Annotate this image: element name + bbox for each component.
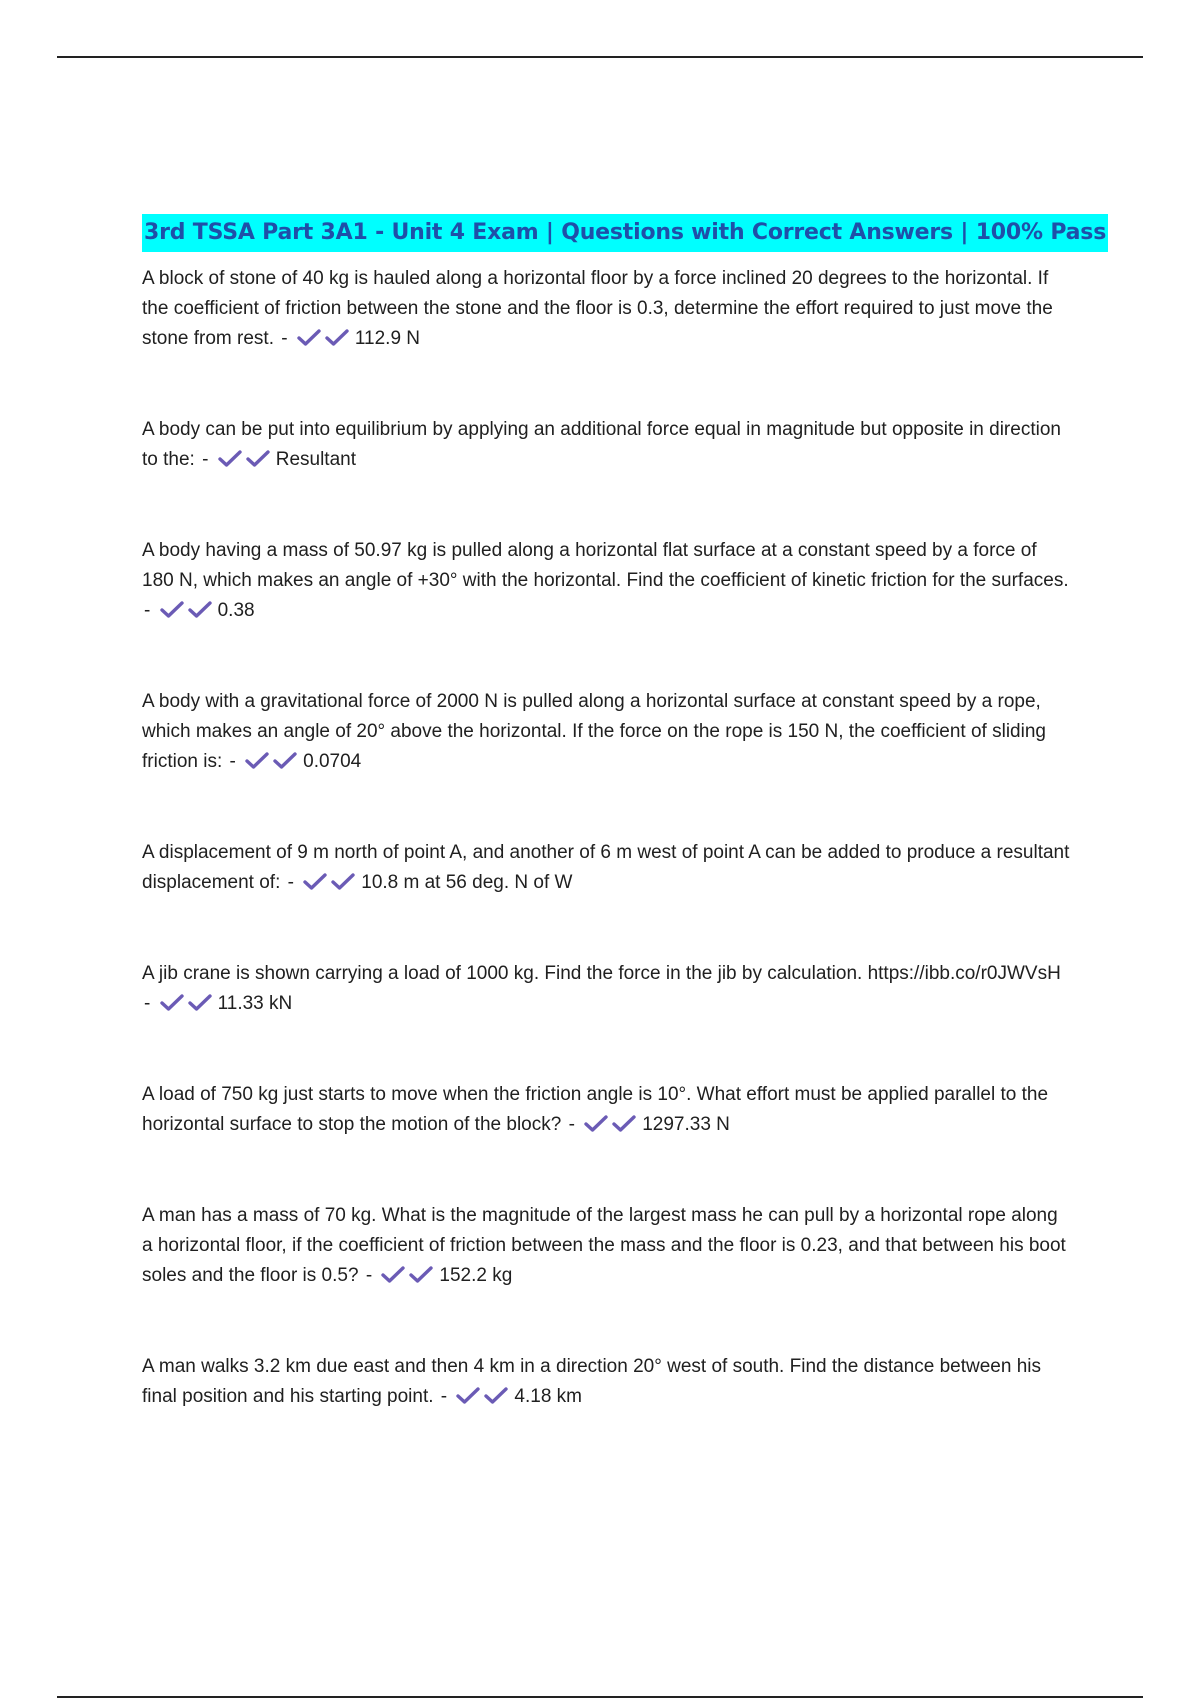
answer-text: 11.33 kN <box>217 993 293 1014</box>
double-check-icon <box>160 599 216 629</box>
answer-text: 152.2 kg <box>439 1265 513 1286</box>
answer-separator: - <box>365 1265 373 1286</box>
double-check-icon <box>303 871 359 901</box>
double-check-icon <box>160 992 216 1022</box>
check-icon <box>612 1115 636 1133</box>
check-icon <box>246 450 270 468</box>
answer-text: 112.9 N <box>354 328 421 349</box>
check-icon <box>218 450 242 468</box>
question-text: A jib crane is shown carrying a load of 1000 kg. Find the force in the jib by calculation. https://ibb.co/r0JWVsH <box>142 963 1061 984</box>
check-icon <box>456 1387 480 1405</box>
answer-text: 4.18 km <box>514 1386 582 1407</box>
answer-separator: - <box>287 872 294 893</box>
double-check-icon <box>245 750 301 780</box>
qa-item <box>142 959 1072 1022</box>
qa-item <box>142 1080 1072 1143</box>
answer-separator: - <box>144 600 151 621</box>
answer-separator: - <box>568 1114 575 1135</box>
answer-separator: - <box>281 328 288 349</box>
qa-item <box>142 264 1072 357</box>
document-title: 3rd TSSA Part 3A1 - Unit 4 Exam | Questions with Correct Answers | 100% Pass <box>142 214 1108 252</box>
answer-text: 10.8 m at 56 deg. N of W <box>361 872 573 893</box>
document-body <box>142 214 1107 1473</box>
check-icon <box>484 1387 508 1405</box>
check-icon <box>188 994 212 1012</box>
question-text: A body can be put into equilibrium by applying an additional force equal in magnitude but opposite in direction to the: <box>142 419 1061 470</box>
double-check-icon <box>584 1113 640 1143</box>
answer-separator: - <box>202 449 209 470</box>
check-icon <box>381 1266 405 1284</box>
check-icon <box>303 873 327 891</box>
check-icon <box>331 873 355 891</box>
answer-separator: - <box>440 1386 448 1407</box>
check-icon <box>409 1266 433 1284</box>
question-text: A displacement of 9 m north of point A, and another of 6 m west of point A can be added to produce a resultant displacement of: <box>142 842 1070 893</box>
answer-text: 0.38 <box>217 600 255 621</box>
check-icon <box>160 994 184 1012</box>
check-icon <box>160 601 184 619</box>
check-icon <box>188 601 212 619</box>
qa-item <box>142 687 1072 780</box>
title-block <box>142 214 1107 252</box>
question-text: A man has a mass of 70 kg. What is the magnitude of the largest mass he can pull by a horizontal rope along a horizontal floor, if the coefficient of friction between the mass and the floor is 0.23, and that between his boot soles and the floor is 0.5? <box>142 1205 1066 1286</box>
check-icon <box>245 752 269 770</box>
qa-list <box>142 264 1072 1415</box>
top-rule <box>57 56 1143 58</box>
qa-item <box>142 536 1072 629</box>
double-check-icon <box>218 448 274 478</box>
qa-item <box>142 1201 1072 1294</box>
question-text: A block of stone of 40 kg is hauled along a horizontal floor by a force inclined 20 degrees to the horizontal. If the coefficient of friction between the stone and the floor is 0.3, determine the effort required to just move the stone from rest. <box>142 268 1053 349</box>
answer-text: Resultant <box>275 449 356 470</box>
qa-item <box>142 415 1072 478</box>
answer-text: 0.0704 <box>303 751 362 772</box>
bottom-rule <box>57 1696 1143 1698</box>
double-check-icon <box>297 327 353 357</box>
question-text: A load of 750 kg just starts to move when the friction angle is 10°. What effort must be applied parallel to the horizontal surface to stop the motion of the block? <box>142 1084 1049 1135</box>
check-icon <box>297 329 321 347</box>
answer-separator: - <box>229 751 236 772</box>
double-check-icon <box>381 1264 437 1294</box>
check-icon <box>584 1115 608 1133</box>
check-icon <box>325 329 349 347</box>
qa-item <box>142 1352 1072 1415</box>
answer-separator: - <box>144 993 151 1014</box>
check-icon <box>273 752 297 770</box>
question-text: A body with a gravitational force of 2000 N is pulled along a horizontal surface at constant speed by a rope, which makes an angle of 20° above the horizontal. If the force on the rope is 150 N, the coefficient of sliding friction is: <box>142 691 1046 772</box>
question-text: A body having a mass of 50.97 kg is pulled along a horizontal flat surface at a constant speed by a force of 180 N, which makes an angle of +30° with the horizontal. Find the coefficient of kinetic friction for the surfaces. <box>142 540 1069 591</box>
answer-text: 1297.33 N <box>642 1114 730 1135</box>
qa-item <box>142 838 1072 901</box>
question-text: A man walks 3.2 km due east and then 4 km in a direction 20° west of south. Find the distance between his final position and his starting point. <box>142 1356 1041 1407</box>
double-check-icon <box>456 1385 512 1415</box>
